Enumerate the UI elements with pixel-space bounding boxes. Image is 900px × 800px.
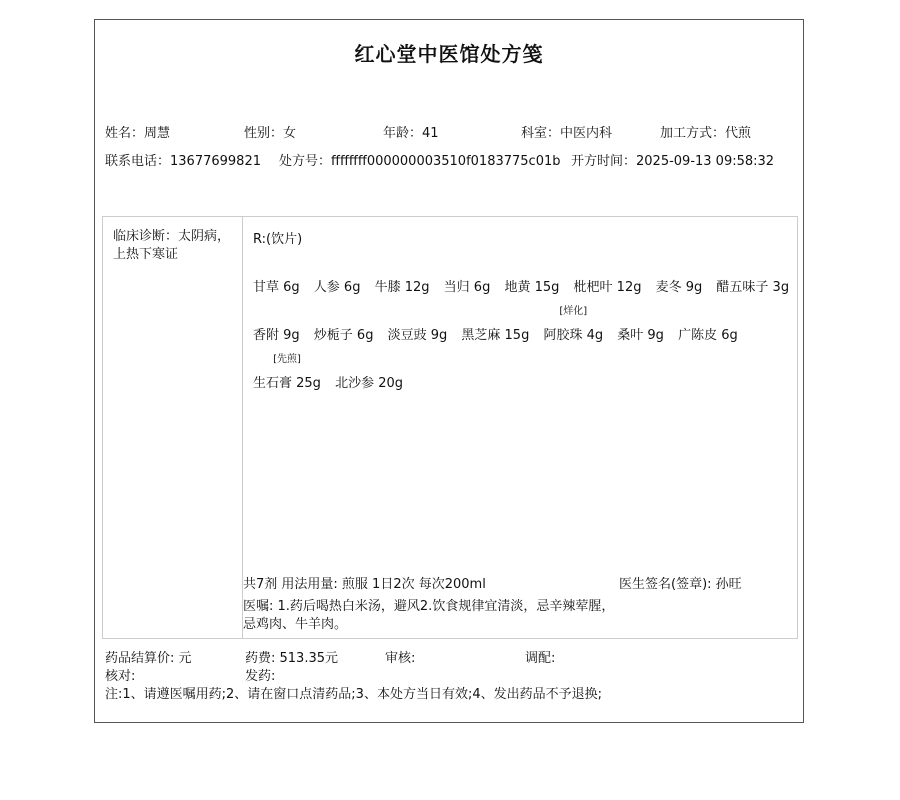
herb-item: 广陈皮 6g [678, 328, 738, 343]
issue-field: 发药: [245, 669, 276, 684]
usage-dosage: 共7剂 用法用量: 煎服 1日2次 每次200ml [243, 577, 486, 592]
herb-item: 醋五味子 3g [716, 280, 790, 295]
herb-item: 甘草 6g [253, 280, 300, 295]
herb-item: [先煎] 生石膏 25g [253, 372, 321, 391]
drug-settlement-price: 药品结算价: 元 [105, 651, 192, 666]
doctor-advice: 医嘱: 1.药后喝热白米汤，避风2.饮食规律宜清淡，忌辛辣荤腥，忌鸡肉、牛羊肉。 [243, 599, 615, 632]
herb-item: 北沙参 20g [335, 376, 404, 391]
prescription-box [102, 216, 798, 639]
patient-name: 姓名：周慧 [105, 126, 171, 141]
herb-item: 当归 6g [443, 280, 491, 295]
prescription-sheet [94, 19, 804, 723]
check-field: 核对: [105, 669, 136, 684]
herb-line-3 [253, 354, 413, 391]
herb-item: 牛膝 12g [374, 280, 430, 295]
herb-line-1 [253, 276, 799, 295]
patient-gender: 性别：女 [244, 126, 297, 141]
herb-item: 人参 6g [313, 280, 361, 295]
rx-time: 开方时间：2025-09-13 09:58:32 [571, 154, 775, 169]
footer-notes: 注:1、请遵医嘱用药;2、请在窗口点清药品;3、本处方当日有效;4、发出药品不予退换; [105, 687, 602, 702]
column-divider [242, 217, 243, 638]
herb-item: 炒栀子 6g [313, 328, 374, 343]
processing-method: 加工方式：代煎 [660, 126, 752, 141]
herb-item: 淡豆豉 9g [387, 328, 448, 343]
dispense-prep-field: 调配: [525, 651, 556, 666]
herb-item: 地黄 15g [504, 280, 560, 295]
clinical-diagnosis: 临床诊断：太阴病，上热下寒证 [113, 229, 231, 262]
patient-phone: 联系电话：13677699821 [105, 154, 261, 169]
patient-age: 年龄：41 [383, 126, 439, 141]
doctor-signature: 医生签名(签章): 孙旺 [619, 577, 742, 592]
review-field: 审核: [385, 651, 416, 666]
herb-item: 枇杷叶 12g [573, 280, 642, 295]
herb-item: 麦冬 9g [655, 280, 703, 295]
herb-item: 桑叶 9g [617, 328, 664, 343]
drug-fee: 药费: 513.35元 [245, 651, 338, 666]
rx-number: 处方号：ffffffff000000003510f0183775c01b [279, 154, 561, 169]
rx-label: R:(饮片) [253, 232, 303, 247]
herb-note: [先煎] [273, 354, 301, 365]
herb-note: [烊化] [559, 306, 588, 317]
herb-item: 香附 9g [253, 328, 300, 343]
herb-line-2 [253, 306, 748, 343]
department: 科室：中医内科 [521, 126, 613, 141]
herb-item: [烊化] 阿胶珠 4g [543, 324, 603, 343]
page-title: 红心堂中医馆处方笺 [354, 42, 544, 66]
herb-item: 黑芝麻 15g [461, 328, 530, 343]
